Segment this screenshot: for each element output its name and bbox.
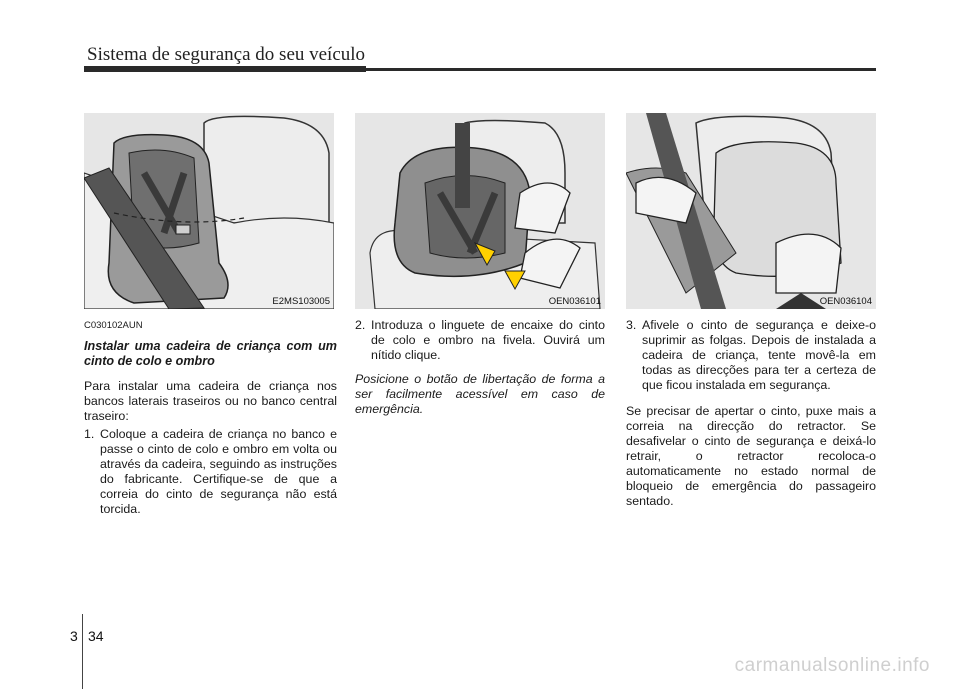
step-number: 2. <box>355 318 366 332</box>
section-subheading: Instalar uma cadeira de criança com um cinto de colo e ombro <box>84 339 337 368</box>
figure-tighten-belt <box>626 113 876 309</box>
figure-code: OEN036101 <box>548 296 601 307</box>
section-code: C030102AUN <box>84 320 143 331</box>
column-3 <box>626 318 876 509</box>
page-header-title: Sistema de segurança do seu veículo <box>87 44 366 65</box>
figure-code: E2MS103005 <box>272 296 330 307</box>
step-text: Coloque a cadeira de criança no banco e passe o cinto de colo e ombro em volta ou através da cadeira, seguindo as instruções do fabricante. Certifique-se de que a correia do cinto de segurança não está torcida. <box>100 427 337 516</box>
figure-child-seat-belt-routing <box>84 113 334 309</box>
step-text: Afivele o cinto de segurança e deixe-o suprimir as folgas. Depois de instalada a cadeira de criança, tente movê-la em todas as direcções para ter a certeza de que ficou instalada em segurança. <box>642 318 876 392</box>
step-number: 1. <box>84 427 95 441</box>
figure-code: OEN036104 <box>819 296 872 307</box>
illustration-child-seat-1 <box>84 113 334 309</box>
chapter-number: 3 <box>70 628 78 644</box>
step-1 <box>84 427 337 517</box>
note-paragraph: Posicione o botão de libertação de forma a ser facilmente acessível em caso de emergência. <box>355 372 605 416</box>
illustration-child-seat-3 <box>626 113 876 309</box>
step-number: 3. <box>626 318 637 332</box>
page-number: 34 <box>88 628 104 644</box>
intro-paragraph: Para instalar uma cadeira de criança nos bancos laterais traseiros ou no banco central traseiro: <box>84 379 337 423</box>
watermark: carmanualsonline.info <box>734 655 930 676</box>
step-3 <box>626 318 876 393</box>
illustration-child-seat-2 <box>355 113 605 309</box>
step-2 <box>355 318 605 363</box>
figure-buckle-latch <box>355 113 605 309</box>
footer-divider <box>82 614 83 689</box>
column-2 <box>355 318 605 417</box>
step-text: Introduza o linguete de encaixe do cinto de colo e ombro na fivela. Ouvirá um nítido clique. <box>371 318 605 362</box>
tightening-paragraph: Se precisar de apertar o cinto, puxe mais a correia na direcção do retractor. Se desafivelar o cinto de segurança e deixá-lo retrair, o retractor recoloca-o automaticamente no estado normal de bloqueio de emergência do passageiro sentado. <box>626 404 876 508</box>
column-1 <box>84 318 337 517</box>
header-rule <box>84 68 876 71</box>
